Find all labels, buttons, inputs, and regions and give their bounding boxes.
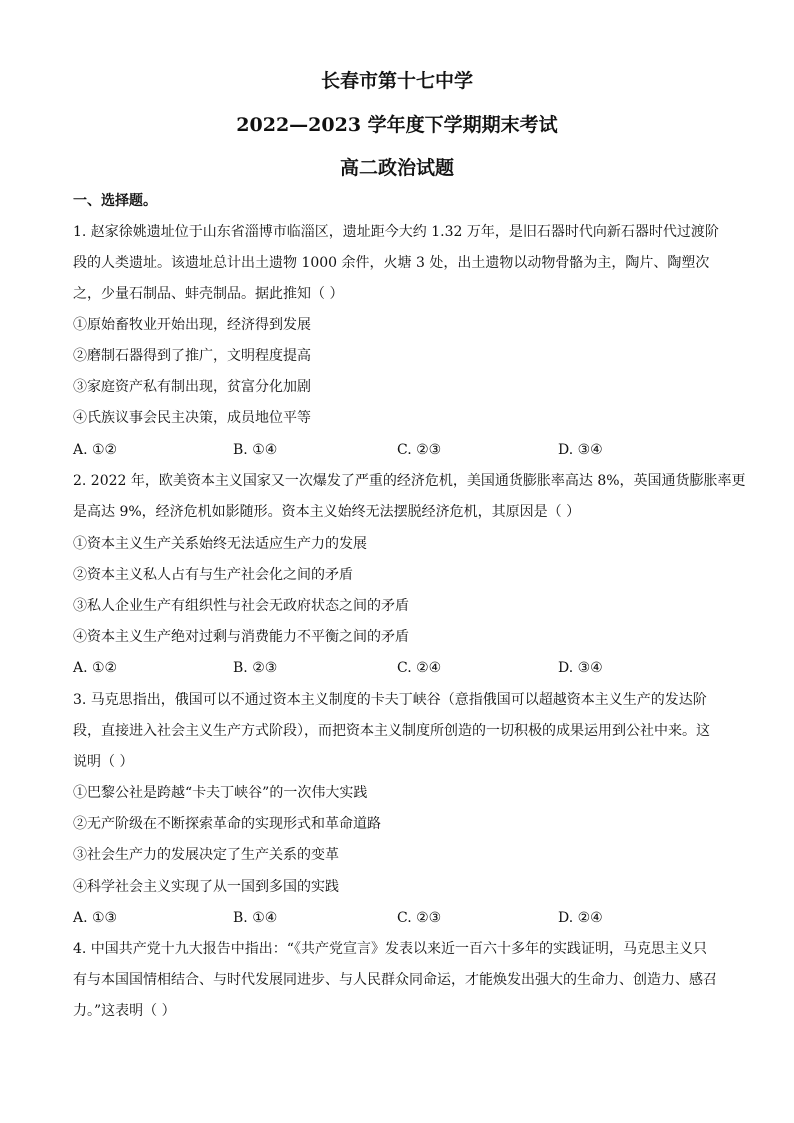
option-b: B. ②③ — [233, 660, 278, 676]
option-b: B. ①④ — [233, 910, 278, 926]
option-c: C. ②③ — [397, 442, 442, 458]
question-text-line: 2. 2022 年，欧美资本主义国家又一次爆发了严重的经济危机，美国通货膨胀率高达 8%，英国通货膨胀率更 — [73, 473, 746, 489]
statement: ④氏族议事会民主决策，成员地位平等 — [73, 410, 311, 426]
question-text-line: 3. 马克思指出，俄国可以不通过资本主义制度的卡夫丁峡谷（意指俄国可以超越资本主义生产的发达阶 — [73, 692, 707, 708]
option-d: D. ③④ — [558, 442, 603, 458]
section-heading: 一、选择题。 — [73, 193, 157, 209]
option-a: A. ①③ — [73, 910, 118, 926]
exam-title: 2022—2023 学年度下学期期末考试 — [236, 114, 558, 136]
statement: ③社会生产力的发展决定了生产关系的变革 — [73, 847, 339, 863]
option-c: C. ②④ — [397, 660, 442, 676]
option-d: D. ②④ — [558, 910, 603, 926]
statement: ③私人企业生产有组织性与社会无政府状态之间的矛盾 — [73, 598, 409, 614]
option-b: B. ①④ — [233, 442, 278, 458]
question-text-line: 段的人类遗址。该遗址总计出土遗物 1000 余件，火塘 3 处，出土遗物以动物骨骼为主，陶片、陶塑次 — [73, 255, 710, 271]
option-c: C. ②③ — [397, 910, 442, 926]
statement: ④科学社会主义实现了从一国到多国的实践 — [73, 879, 339, 895]
school-title: 长春市第十七中学 — [320, 70, 473, 92]
question-text-line: 说明（ ） — [73, 754, 134, 770]
question-text-line: 之，少量石制品、蚌壳制品。据此推知（ ） — [73, 286, 344, 302]
statement: ②磨制石器得到了推广，文明程度提高 — [73, 348, 311, 364]
statement: ①巴黎公社是跨越“卡夫丁峡谷”的一次伟大实践 — [73, 785, 368, 801]
question-text-line: 力。”这表明（ ） — [73, 1003, 176, 1019]
question-text-line: 段，直接进入社会主义生产方式阶段），而把资本主义制度所创造的一切积极的成果运用到公社中来。这 — [73, 723, 710, 739]
statement: ②资本主义私人占有与生产社会化之间的矛盾 — [73, 567, 353, 583]
question-text-line: 是高达 9%，经济危机如影随形。资本主义始终无法摆脱经济危机，其原因是（ ） — [73, 504, 581, 520]
statement: ③家庭资产私有制出现，贫富分化加剧 — [73, 379, 311, 395]
option-d: D. ③④ — [558, 660, 603, 676]
statement: ①原始畜牧业开始出现，经济得到发展 — [73, 317, 311, 333]
option-a: A. ①② — [73, 660, 118, 676]
question-text-line: 有与本国国情相结合、与时代发展同进步、与人民群众同命运，才能焕发出强大的生命力、创造力、感召 — [73, 972, 717, 988]
statement: ④资本主义生产绝对过剩与消费能力不平衡之间的矛盾 — [73, 629, 409, 645]
option-a: A. ①② — [73, 442, 118, 458]
question-text-line: 4. 中国共产党十九大报告中指出：“《共产党宣言》发表以来近一百六十多年的实践证明，马克思主义只 — [73, 941, 707, 957]
statement: ①资本主义生产关系始终无法适应生产力的发展 — [73, 536, 367, 552]
subject-title: 高二政治试题 — [339, 157, 454, 179]
statement: ②无产阶级在不断探索革命的实现形式和革命道路 — [73, 816, 381, 832]
question-text-line: 1. 赵家徐姚遗址位于山东省淄博市临淄区，遗址距今大约 1.32 万年，是旧石器时代向新石器时代过渡阶 — [73, 224, 719, 240]
